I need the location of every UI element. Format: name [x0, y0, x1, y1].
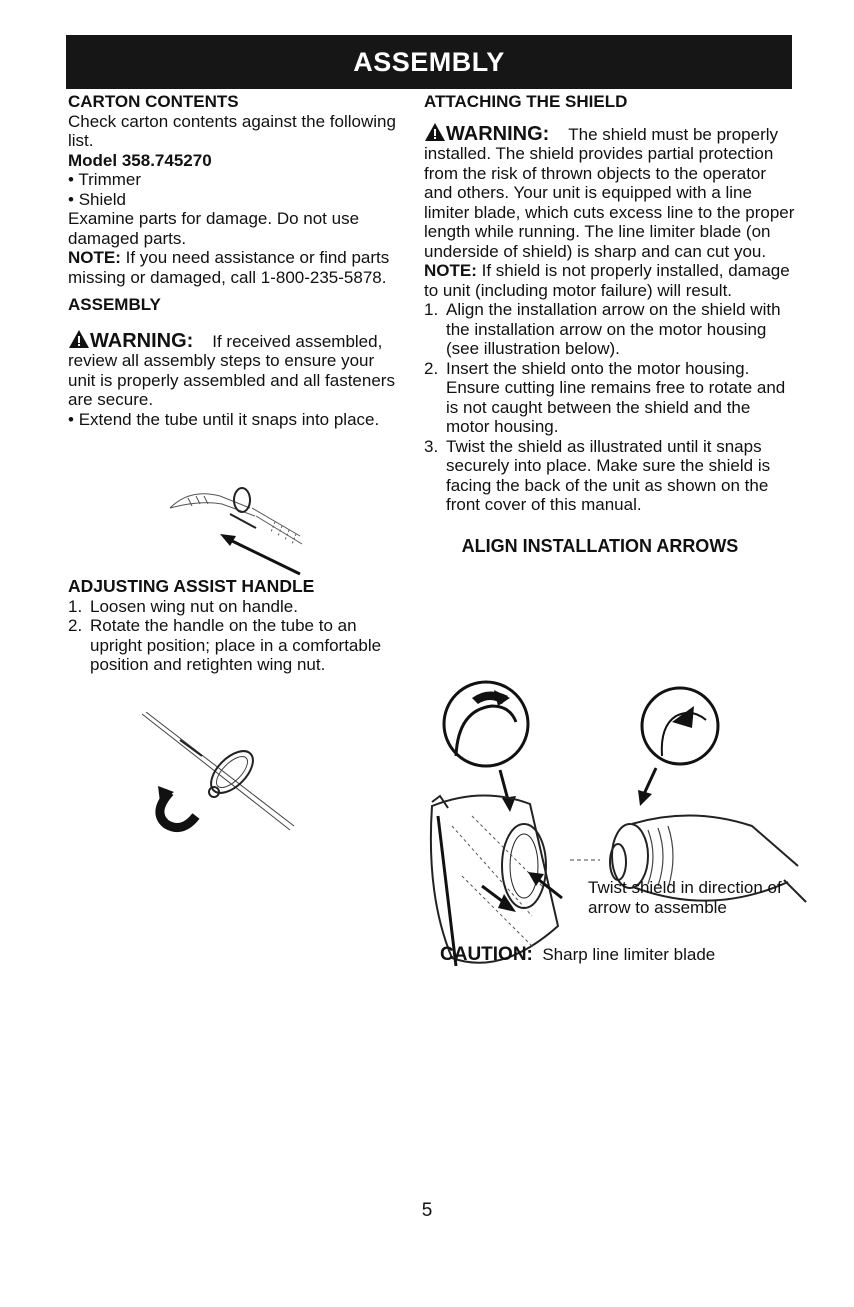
carton-note: NOTE: If you need assistance or find parts missing or damaged, call 1-800-235-5878.: [68, 248, 390, 287]
twist-label: Twist shield in direction of arrow to assemble: [588, 878, 782, 917]
shield-note: NOTE: If shield is not properly installed, damage to unit (including motor failure) will result.: [424, 261, 790, 300]
tube-extend-illustration: [160, 478, 320, 583]
right-column: [424, 92, 796, 556]
assembly-warning: WARNING: If received assembled, review all assembly steps to ensure your unit is properly assembled and all fasteners are secure.: [68, 329, 395, 409]
list-item: 2. Insert the shield onto the motor housing. Ensure cutting line remains free to rotate and is not caught between the shield and the motor housing.: [424, 358, 786, 436]
align-arrows-title: ALIGN INSTALLATION ARROWS: [461, 535, 739, 556]
left-column-lower: [68, 577, 398, 675]
warning-triangle-icon: [68, 329, 90, 349]
page-title-banner: [66, 35, 792, 89]
caution-label: CAUTION:: [440, 944, 533, 965]
list-item: 2. Rotate the handle on the tube to an upright position; place in a comfortable position and retighten wing nut.: [68, 616, 382, 674]
model-number: Model 358.745270: [68, 150, 212, 170]
page-number: 5: [421, 1200, 433, 1221]
list-item: • Shield: [68, 189, 126, 209]
page-title: ASSEMBLY: [353, 46, 505, 77]
note-label: NOTE:: [424, 261, 477, 280]
carton-contents-heading: CARTON CONTENTS: [68, 92, 239, 111]
assembly-heading: ASSEMBLY: [68, 295, 161, 314]
shield-steps: [424, 300, 796, 515]
note-label: NOTE:: [68, 248, 121, 267]
left-column: [68, 92, 398, 429]
warning-triangle-icon: [424, 122, 446, 142]
assist-handle-illustration: [140, 712, 300, 847]
attaching-shield-heading: ATTACHING THE SHIELD: [424, 92, 628, 111]
carton-intro: Check carton contents against the following list.: [68, 111, 396, 150]
list-item: 1. Loosen wing nut on handle.: [68, 596, 298, 616]
handle-steps: [68, 597, 398, 675]
list-item: 1. Align the installation arrow on the shield with the installation arrow on the motor housing (see illustration below).: [424, 300, 781, 358]
shield-warning: WARNING: The shield must be properly installed. The shield provides partial protection from the risk of thrown objects to the operator and others. Your unit is equipped with a line limiter blade, which cuts excess line to the proper length while running. The line limiter blade (on underside of shield) is sharp and can cut you.: [424, 122, 795, 261]
warning-label: WARNING:: [90, 329, 194, 352]
handle-heading: ADJUSTING ASSIST HANDLE: [68, 576, 315, 596]
list-item: • Trimmer: [68, 170, 142, 189]
list-item: 3. Twist the shield as illustrated until it snaps securely into place. Make sure the shield is facing the back of the unit as shown on the front cover of this manual.: [424, 436, 771, 514]
caution-line: CAUTION: Sharp line limiter blade: [440, 944, 716, 965]
warning-label: WARNING:: [446, 122, 550, 145]
examine-text: Examine parts for damage. Do not use damaged parts.: [68, 209, 360, 248]
list-item: • Extend the tube until it snaps into place.: [68, 409, 380, 429]
shield-installation-illustration: [412, 676, 812, 985]
